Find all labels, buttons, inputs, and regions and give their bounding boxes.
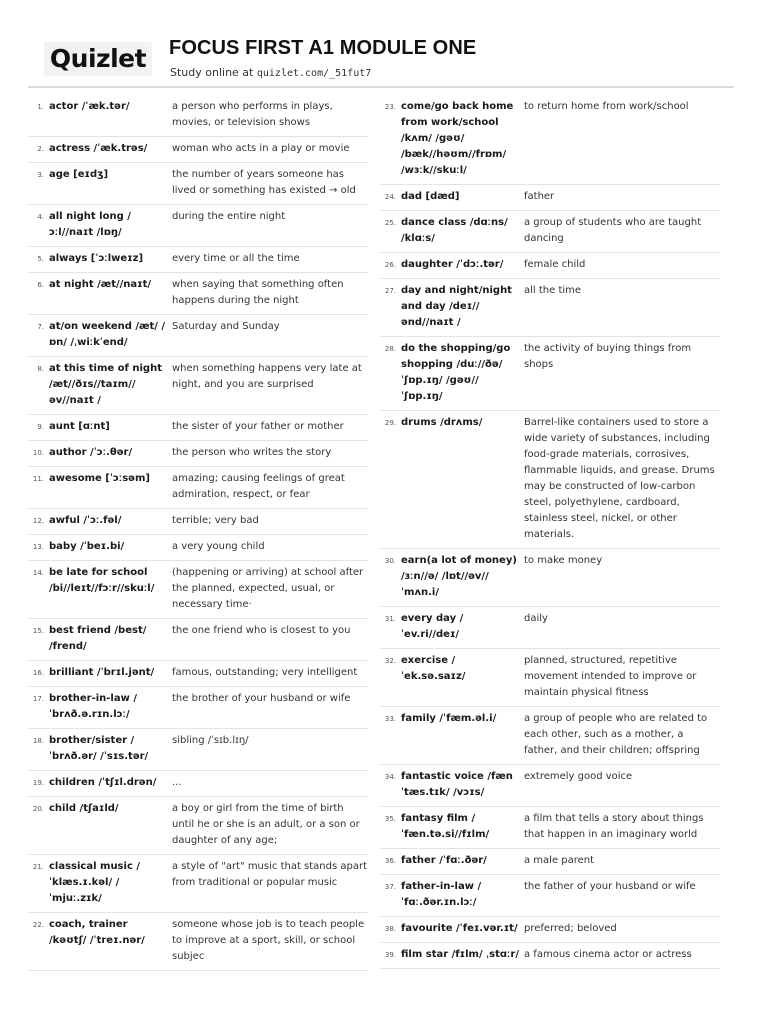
term-number: 28.: [384, 345, 396, 353]
term-definition: when something happens very late at night, and you are surprised: [172, 363, 362, 390]
term-row: [28, 913, 368, 971]
term-definition: a film that tells a story about things that happen in an imaginary world: [524, 813, 704, 840]
term-text: age [eɪdʒ]: [49, 169, 109, 180]
term-row: [380, 607, 720, 649]
term-number: 14.: [32, 569, 44, 577]
term-row: [28, 163, 368, 205]
term-number: 23.: [384, 103, 396, 111]
term-definition: when saying that something often happens during the night: [172, 279, 344, 306]
term-number: 33.: [384, 715, 396, 723]
term-definition: a person who performs in plays, movies, or television shows: [172, 101, 333, 128]
term-definition: famous, outstanding; very intelligent: [172, 667, 358, 678]
term-text: brilliant /ˈbrɪl.jənt/: [49, 667, 155, 678]
term-number: 38.: [384, 925, 396, 933]
term-text: exercise / ˈek.sə.saɪz/: [401, 655, 466, 682]
term-number: 26.: [384, 261, 396, 269]
term-definition: Saturday and Sunday: [172, 321, 280, 332]
term-number: 11.: [32, 475, 44, 483]
term-number: 18.: [32, 737, 44, 745]
term-text: father-in-law / ˈfɑː.ðər.ɪn.lɔː/: [401, 881, 482, 908]
term-number: 22.: [32, 921, 44, 929]
term-number: 16.: [32, 669, 44, 677]
term-row: [380, 649, 720, 707]
term-row: [380, 849, 720, 875]
term-row: [28, 729, 368, 771]
term-text: film star /fɪlm/ ˌstɑːr/: [401, 949, 519, 960]
term-text: awful /ˈɔː.fəl/: [49, 515, 122, 526]
term-text: awesome [ˈɔːsəm]: [49, 473, 150, 484]
term-definition: sibling /ˈsɪb.lɪŋ/: [172, 735, 249, 746]
term-row: [380, 917, 720, 943]
page-title: FOCUS FIRST A1 MODULE ONE: [169, 37, 477, 59]
term-number: 7.: [37, 323, 44, 331]
term-text: dance class /dɑːns/ /klɑːs/: [401, 217, 508, 244]
term-row: [28, 415, 368, 441]
term-number: 21.: [32, 863, 44, 871]
term-row: [28, 357, 368, 415]
term-definition: a famous cinema actor or actress: [524, 949, 692, 960]
term-number: 6.: [37, 281, 44, 289]
term-definition: a male parent: [524, 855, 595, 866]
term-definition: a group of students who are taught dancing: [524, 217, 702, 244]
term-text: actor /ˈæk.tər/: [49, 101, 130, 112]
term-row: [28, 509, 368, 535]
term-definition: a style of "art" music that stands apart from traditional or popular music: [172, 861, 368, 888]
term-number: 29.: [384, 419, 396, 427]
term-definition: during the entire night: [172, 211, 286, 222]
term-number: 3.: [37, 171, 44, 179]
term-number: 34.: [384, 773, 396, 781]
term-definition: woman who acts in a play or movie: [172, 143, 350, 154]
term-text: brother/sister / ˈbrʌð.ər/ /ˈsɪs.tər/: [49, 735, 149, 762]
term-definition: female child: [524, 259, 586, 270]
study-online-line: [170, 66, 371, 79]
term-text: author /ˈɔː.θər/: [49, 447, 133, 458]
term-text: actress /ˈæk.trəs/: [49, 143, 148, 154]
term-row: [28, 771, 368, 797]
term-number: 31.: [384, 615, 396, 623]
term-number: 1.: [37, 103, 44, 111]
term-number: 13.: [32, 543, 44, 551]
term-text: favourite /ˈfeɪ.vər.ɪt/: [401, 923, 518, 934]
term-number: 35.: [384, 815, 396, 823]
term-row: [28, 661, 368, 687]
term-row: [28, 315, 368, 357]
term-number: 27.: [384, 287, 396, 295]
term-definition: planned, structured, repetitive movement intended to improve or maintain physical fitness: [524, 655, 697, 698]
term-definition: all the time: [524, 285, 582, 296]
term-definition: preferred; beloved: [524, 923, 617, 934]
term-definition: Barrel-like containers used to store a wide variety of substances, including food-grade materials, corrosives, flammable liquids, and grease. Drums may be constructed of low-carbon steel, polyethylene, cardboard, stainless steel, nickel, or other materials.: [524, 417, 715, 540]
term-text: be late for school /bi//leɪt//fɔːr//skuːl/: [49, 567, 155, 594]
term-text: family /ˈfæm.əl.i/: [401, 713, 497, 724]
term-text: at/on weekend /æt/ /ɒn/ /ˌwiːkˈend/: [49, 321, 166, 348]
study-url-link[interactable]: quizlet.com/_51fut7: [256, 68, 372, 79]
term-text: fantasy film / ˈfæn.tə.si//fɪlm/: [401, 813, 490, 840]
term-definition: extremely good voice: [524, 771, 633, 782]
term-row: [28, 441, 368, 467]
term-definition: a very young child: [172, 541, 265, 552]
term-row: [380, 253, 720, 279]
term-row: [380, 875, 720, 917]
term-number: 30.: [384, 557, 396, 565]
term-text: baby /ˈbeɪ.bi/: [49, 541, 125, 552]
quizlet-logo[interactable]: Quizlet: [44, 42, 152, 76]
term-text: do the shopping/go shopping /duː//ðə/ ˈʃɒp.ɪŋ/ /gəʊ//ˈʃɒp.ɪŋ/: [401, 343, 511, 402]
term-definition: to make money: [524, 555, 603, 566]
term-row: [380, 95, 720, 185]
term-definition: the father of your husband or wife: [524, 881, 696, 892]
term-number: 25.: [384, 219, 396, 227]
term-row: [380, 943, 720, 969]
term-text: always [ˈɔːlweɪz]: [49, 253, 144, 264]
term-number: 10.: [32, 449, 44, 457]
term-definition: someone whose job is to teach people to improve at a sport, skill, or school subjec: [172, 919, 365, 962]
term-number: 9.: [37, 423, 44, 431]
term-text: every day / ˈev.ri//deɪ/: [401, 613, 464, 640]
term-text: father /ˈfɑː.ðər/: [401, 855, 487, 866]
term-definition: amazing; causing feelings of great admiration, respect, or fear: [172, 473, 345, 500]
term-number: 32.: [384, 657, 396, 665]
term-text: best friend /best/ /frend/: [49, 625, 147, 652]
right-term-column: [380, 95, 720, 969]
term-definition: daily: [524, 613, 548, 624]
term-row: [28, 467, 368, 509]
term-number: 2.: [37, 145, 44, 153]
term-number: 5.: [37, 255, 44, 263]
term-text: daughter /ˈdɔː.tər/: [401, 259, 504, 270]
term-row: [380, 411, 720, 549]
term-row: [380, 549, 720, 607]
term-text: at this time of night /æt//ðɪs//taɪm// əv//naɪt /: [49, 363, 162, 406]
term-number: 12.: [32, 517, 44, 525]
term-number: 8.: [37, 365, 44, 373]
term-row: [380, 337, 720, 411]
term-row: [28, 205, 368, 247]
page-header: [0, 0, 768, 90]
term-row: [28, 247, 368, 273]
term-row: [380, 807, 720, 849]
term-definition: every time or all the time: [172, 253, 300, 264]
term-definition: the one friend who is closest to you: [172, 625, 351, 636]
term-text: day and night/night and day /deɪ// ənd//naɪt /: [401, 285, 512, 328]
term-text: brother-in-law / ˈbrʌð.ə.rɪn.lɔː/: [49, 693, 137, 720]
term-definition: terrible; very bad: [172, 515, 259, 526]
term-text: dad [dæd]: [401, 191, 460, 202]
term-text: children /ˈtʃɪl.drən/: [49, 777, 157, 788]
term-text: at night /æt//naɪt/: [49, 279, 152, 290]
term-definition: the activity of buying things from shops: [524, 343, 692, 370]
term-row: [28, 687, 368, 729]
term-definition: a group of people who are related to each other, such as a mother, a father, and their children; offspring: [524, 713, 708, 756]
term-row: [28, 797, 368, 855]
left-term-column: [28, 95, 368, 971]
term-text: child /tʃaɪld/: [49, 803, 119, 814]
term-number: 19.: [32, 779, 44, 787]
term-row: [28, 137, 368, 163]
header-divider: [28, 86, 734, 88]
term-text: come/go back home from work/school /kʌm/ /gəʊ/ /bæk//həʊm//frɒm/ /wɜːk//skuːl/: [401, 101, 514, 176]
term-row: [28, 561, 368, 619]
term-number: 39.: [384, 951, 396, 959]
term-definition: ...: [172, 777, 182, 788]
term-row: [28, 273, 368, 315]
term-number: 4.: [37, 213, 44, 221]
term-text: coach, trainer /kəʊtʃ/ /ˈtreɪ.nər/: [49, 919, 145, 946]
term-row: [380, 707, 720, 765]
term-number: 37.: [384, 883, 396, 891]
term-row: [28, 95, 368, 137]
term-number: 20.: [32, 805, 44, 813]
term-row: [380, 211, 720, 253]
term-text: aunt [ɑːnt]: [49, 421, 110, 432]
term-number: 36.: [384, 857, 396, 865]
term-row: [28, 535, 368, 561]
term-definition: father: [524, 191, 555, 202]
term-definition: (happening or arriving) at school after the planned, expected, usual, or necessary time·: [172, 567, 364, 610]
term-text: all night long / ɔːl//naɪt /lɒŋ/: [49, 211, 131, 238]
term-row: [380, 279, 720, 337]
term-definition: the person who writes the story: [172, 447, 332, 458]
term-definition: a boy or girl from the time of birth until he or she is an adult, or a son or daughter of any age;: [172, 803, 360, 846]
term-definition: the sister of your father or mother: [172, 421, 344, 432]
term-text: fantastic voice /fæn ˈtæs.tɪk/ /vɔɪs/: [401, 771, 513, 798]
term-number: 17.: [32, 695, 44, 703]
term-definition: the number of years someone has lived or something has existed → old: [172, 169, 356, 196]
term-text: classical music / ˈklæs.ɪ.kəl/ / ˈmjuː.zɪk/: [49, 861, 141, 904]
term-text: earn(a lot of money) /ɜːn//ə/ /lɒt//əv//ˈmʌn.i/: [401, 555, 517, 598]
term-number: 24.: [384, 193, 396, 201]
term-number: 15.: [32, 627, 44, 635]
term-row: [28, 855, 368, 913]
term-definition: to return home from work/school: [524, 101, 689, 112]
term-row: [380, 185, 720, 211]
subtitle-prefix: Study online at: [170, 66, 257, 79]
term-definition: the brother of your husband or wife: [172, 693, 351, 704]
term-text: drums /drʌms/: [401, 417, 483, 428]
term-row: [380, 765, 720, 807]
term-row: [28, 619, 368, 661]
